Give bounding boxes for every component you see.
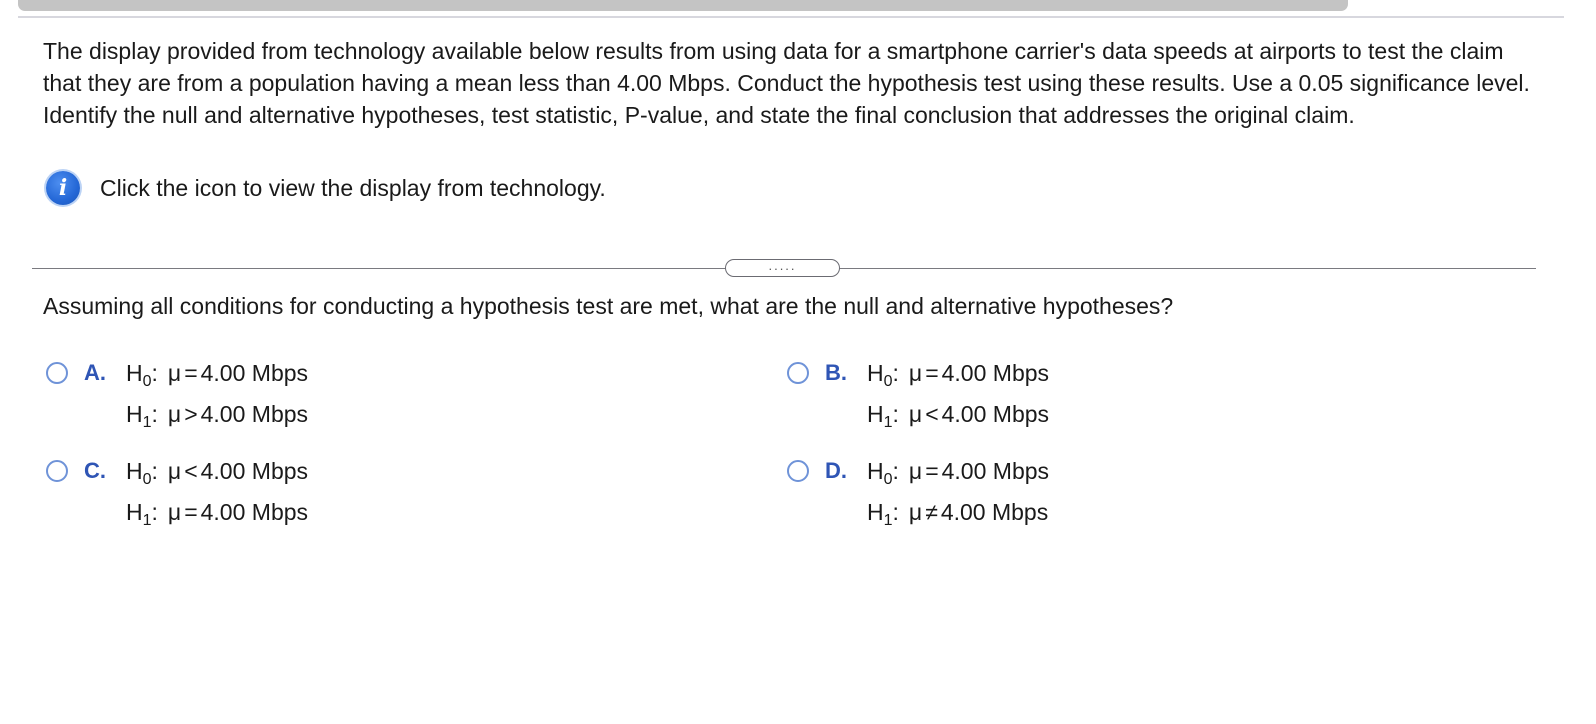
option-b[interactable] — [787, 357, 1049, 439]
hyp-subscript: 1 — [883, 414, 893, 431]
hyp-value: 4.00 Mbps — [940, 499, 1049, 525]
hyp-subscript: 1 — [142, 512, 152, 529]
option-letter: A. — [84, 360, 106, 385]
mu-symbol: μ — [908, 360, 923, 386]
relation-symbol: = — [925, 458, 939, 484]
hyp-value: 4.00 Mbps — [941, 360, 1050, 386]
radio-button-c[interactable] — [46, 460, 68, 482]
mu-symbol: μ — [908, 499, 923, 525]
info-link-text: Click the icon to view the display from technology. — [100, 174, 606, 201]
option-letter: B. — [825, 360, 847, 385]
expand-handle-dots: ..... — [768, 258, 797, 273]
hypotheses — [126, 357, 308, 439]
hyp-value: 4.00 Mbps — [200, 360, 309, 386]
hyp-colon: : — [892, 458, 899, 484]
alternative-hypothesis — [867, 496, 1049, 537]
hyp-label: H — [867, 401, 884, 427]
hyp-subscript: 0 — [142, 373, 152, 390]
hyp-label: H — [126, 458, 143, 484]
hyp-label: H — [867, 360, 884, 386]
mu-symbol: μ — [167, 401, 182, 427]
null-hypothesis — [867, 357, 1049, 398]
radio-button-a[interactable] — [46, 362, 68, 384]
mu-symbol: μ — [167, 360, 182, 386]
hyp-colon: : — [151, 401, 158, 427]
hyp-colon: : — [892, 360, 899, 386]
hypotheses — [867, 455, 1049, 537]
mu-symbol: μ — [908, 458, 923, 484]
option-letter: D. — [825, 458, 847, 483]
relation-symbol: < — [925, 401, 939, 427]
option-letter: C. — [84, 458, 106, 483]
mu-symbol: μ — [167, 499, 182, 525]
mu-symbol: μ — [167, 458, 182, 484]
hyp-subscript: 0 — [883, 373, 893, 390]
hyp-subscript: 0 — [142, 471, 152, 488]
hyp-subscript: 1 — [142, 414, 152, 431]
hyp-colon: : — [151, 499, 158, 525]
null-hypothesis — [126, 357, 308, 398]
hyp-label: H — [126, 360, 143, 386]
part-prompt: Assuming all conditions for conducting a hypothesis test are met, what are the null and alternative hypotheses? — [43, 293, 1174, 319]
relation-symbol: > — [184, 401, 198, 427]
radio-button-b[interactable] — [787, 362, 809, 384]
hyp-label: H — [867, 499, 884, 525]
alternative-hypothesis — [126, 496, 308, 537]
null-hypothesis — [126, 455, 308, 496]
hyp-colon: : — [151, 458, 158, 484]
relation-symbol: < — [184, 458, 198, 484]
hyp-colon: : — [151, 360, 158, 386]
hypotheses — [126, 455, 308, 537]
scrollbar-thumb[interactable] — [18, 0, 1348, 11]
hyp-label: H — [126, 401, 143, 427]
hyp-label: H — [126, 499, 143, 525]
mu-symbol: μ — [908, 401, 923, 427]
relation-symbol: ≠ — [925, 499, 938, 525]
hyp-colon: : — [892, 401, 899, 427]
hyp-label: H — [867, 458, 884, 484]
option-c[interactable] — [46, 455, 308, 537]
hyp-value: 4.00 Mbps — [200, 458, 309, 484]
relation-symbol: = — [925, 360, 939, 386]
hyp-value: 4.00 Mbps — [200, 401, 309, 427]
relation-symbol: = — [184, 360, 198, 386]
hyp-colon: : — [892, 499, 899, 525]
hyp-value: 4.00 Mbps — [941, 458, 1050, 484]
horizontal-scrollbar[interactable] — [18, 0, 1564, 18]
hyp-subscript: 0 — [883, 471, 893, 488]
alternative-hypothesis — [126, 398, 308, 439]
null-hypothesis — [867, 455, 1049, 496]
hypotheses — [867, 357, 1049, 439]
option-d[interactable] — [787, 455, 1049, 537]
hyp-value: 4.00 Mbps — [200, 499, 309, 525]
info-icon[interactable]: i — [46, 171, 80, 205]
info-row — [46, 170, 606, 206]
hyp-value: 4.00 Mbps — [941, 401, 1050, 427]
expand-handle[interactable] — [725, 259, 840, 277]
hyp-subscript: 1 — [883, 512, 893, 529]
radio-button-d[interactable] — [787, 460, 809, 482]
relation-symbol: = — [184, 499, 198, 525]
option-a[interactable] — [46, 357, 308, 439]
alternative-hypothesis — [867, 398, 1049, 439]
question-text: The display provided from technology available below results from using data for a smartphone carrier's data speeds at airports to test the claim that they are from a population having a mean less than 4.00 Mbps. Conduct the hypothesis test using these results. Use a 0.05 significance level. Identify the null and alternative hypotheses, test statistic, P-value, and state the final conclusion that addresses the original claim. — [43, 38, 1530, 128]
